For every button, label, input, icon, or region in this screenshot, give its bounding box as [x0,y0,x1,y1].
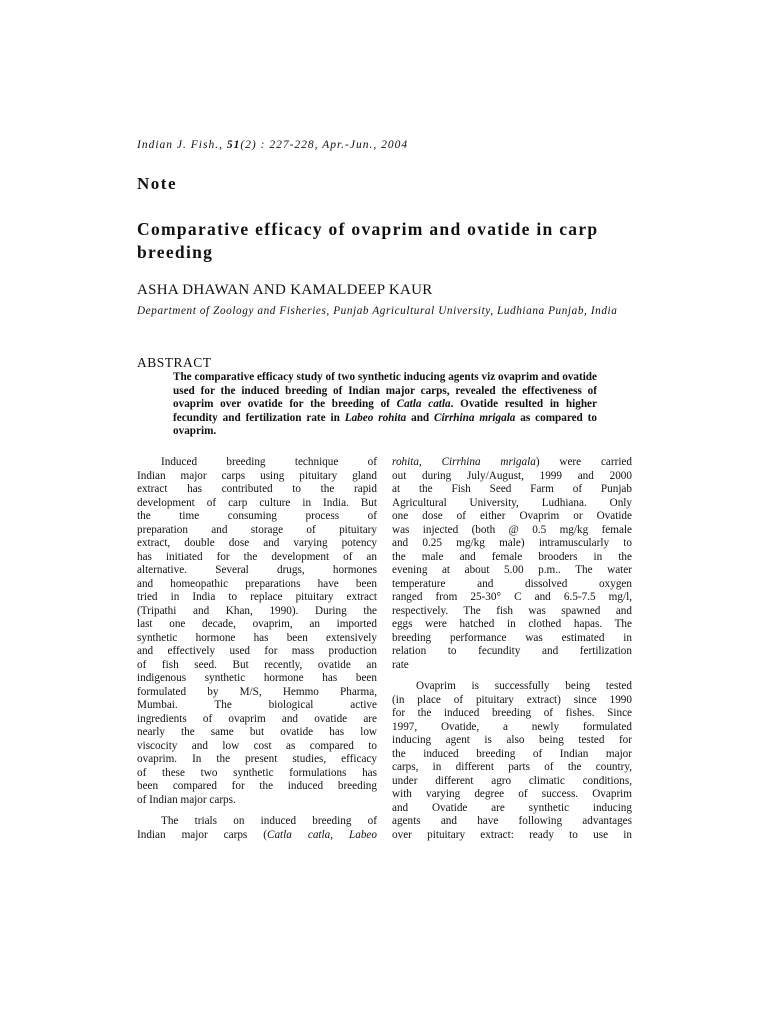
body-line [137,578,377,592]
body-line-text: of fish seed. But recently, ovatide an [137,658,377,671]
body-line-text: (in place of pituitary extract) since 1990 [392,693,632,706]
body-line-text: breeding performance was estimated in [392,631,632,644]
body-line [137,497,377,511]
body-line-text: at the Fish Seed Farm of Punjab [392,483,632,495]
body-line-text: agents and have following advantages [392,815,632,827]
body-line-text: eggs were hatched in clothed hapas. The [392,618,632,630]
body-line [137,780,377,794]
body-line-text: out during July/August, 1999 and 2000 [392,469,632,482]
body-line-text: and effectively used for mass production [137,645,377,657]
body-line [392,659,632,673]
body-line [392,680,632,694]
body-line [392,802,632,816]
body-line-text: preparation and storage of pituitary [137,523,377,536]
body-line [137,672,377,686]
body-line-text: indigenous synthetic hormone has been [137,672,377,684]
body-line [137,591,377,605]
body-line [137,794,377,808]
body-line-text: and Ovatide are synthetic inducing [392,801,632,814]
body-line [392,734,632,748]
body-line-text: of these two synthetic formulations has [137,766,377,779]
body-line [137,740,377,754]
body-line-text: relation to fecundity and fertilization [392,645,632,657]
body-line [137,618,377,632]
body-line [137,551,377,565]
body-line-text: one dose of either Ovaprim or Ovatide [392,510,632,522]
journal-citation: Indian J. Fish., 51(2) : 227-228, Apr.-Jun., 2004 [137,139,409,151]
body-column-left [137,456,377,842]
body-line [392,761,632,775]
body-column-right [392,456,632,842]
body-line [392,483,632,497]
body-line [392,551,632,565]
body-line-text: the induced breeding of Indian major [392,747,632,760]
body-line-text: Agricultural University, Ludhiana. Only [392,496,632,509]
body-line [392,829,632,843]
body-line [392,524,632,538]
note-label: Note [137,174,177,193]
body-line-text: been compared for the induced breeding [137,780,377,792]
body-line-text: nearly the same but ovatide has low [137,726,377,738]
body-line-text: alternative. Several drugs, hormones [137,564,377,576]
body-line [137,564,377,578]
body-line-text: ovaprim. In the present studies, efficacy [137,753,377,765]
body-line [392,510,632,524]
body-line-text: synthetic hormone has been extensively [137,631,377,644]
body-line-text: has initiated for the development of an [137,550,377,563]
body-line [392,721,632,735]
paragraph-gap [392,672,632,680]
body-line-text: ingredients of ovaprim and ovatide are [137,712,377,725]
body-line-text: Indian major carps ( [137,828,267,841]
body-line-text: tried in India to replace pituitary extract [137,591,377,603]
journal-volume: 51 [226,139,241,151]
body-line [137,713,377,727]
body-line-text: and homeopathic preparations have been [137,577,377,590]
body-line [137,632,377,646]
body-line-text: evening at about 5.00 p.m.. The water [392,564,632,576]
abstract-text-4: as compared to ovaprim. [173,411,597,437]
abstract-text-3: and [406,411,435,424]
body-line [392,815,632,829]
abstract-species-1: Catla catla [396,398,451,410]
body-line-text: was injected (both @ 0.5 mg/kg female [392,523,632,536]
journal-name: Indian J. Fish. [137,139,220,151]
body-line [137,699,377,713]
journal-pages-date: : 227-228, Apr.-Jun., 2004 [256,139,409,151]
body-line [137,767,377,781]
body-line-text: of Indian major carps. [137,793,236,806]
body-line [137,829,377,843]
abstract-heading: ABSTRACT [137,355,212,370]
body-line [392,618,632,632]
body-line [392,591,632,605]
body-line-text: ranged from 25-30° C and 6.5-7.5 mg/l, [392,591,632,603]
author-list: ASHA DHAWAN AND KAMALDEEP KAUR [137,282,433,298]
body-line-text: 1997, Ovatide, a newly formulated [392,720,632,733]
body-line-text: rate [392,658,409,671]
abstract-species-3: Cirrhina mrigala [434,411,516,424]
body-line [392,632,632,646]
body-line [137,537,377,551]
body-line-text: extract has contributed to the rapid [137,483,377,495]
paragraph-gap [137,807,377,815]
body-line [137,510,377,524]
body-line [392,775,632,789]
body-line-text: and 0.25 mg/kg male) intramuscularly to [392,537,632,549]
body-line-text: The trials on induced breeding of [161,815,377,827]
body-line [392,707,632,721]
body-line-text: under different agro climatic conditions, [392,774,632,787]
body-line-text: inducing agent is also being tested for [392,734,632,746]
abstract-species-2: Labeo rohita [344,411,407,424]
body-line-text: for the induced breeding of fishes. Since [392,707,632,719]
body-line [392,694,632,708]
body-line [137,456,377,470]
body-line [137,605,377,619]
body-line [137,726,377,740]
paper-title: Comparative efficacy of ovaprim and ovatide in carp breeding [137,219,599,262]
body-line [392,456,632,470]
body-line [392,645,632,659]
body-line-text: development of carp culture in India. But [137,496,377,509]
body-line-text: Ovaprim is successfully being tested [416,680,632,692]
body-line-text: with varying degree of success. Ovaprim [392,788,632,800]
body-line-text: Induced breeding technique of [161,456,377,468]
body-line-text: (Tripathi and Khan, 1990). During the [137,604,377,617]
body-line-text: over pituitary extract: ready to use in [392,828,632,841]
body-line [137,524,377,538]
body-line [392,470,632,484]
abstract-text-2: . Ovatide resulted in higher fecundity and fertilization rate in [173,398,597,424]
abstract-body [173,371,597,439]
body-line-text: viscocity and low cost as compared to [137,739,377,752]
journal-issue: (2) [240,139,257,151]
abstract-text-1: The comparative efficacy study of two synthetic inducing agents viz ovaprim and ovatide used for the induced breeding of Indian major carps, revealed the effectiveness of ovaprim over ovatide for the breeding of [173,371,597,410]
body-line-text: Indian major carps using pituitary gland [137,469,377,482]
body-line [137,686,377,700]
body-line [392,578,632,592]
body-line-text: ) were carried [535,456,632,468]
body-line-text: Mumbai. The biological active [137,699,377,711]
body-line-text: formulated by M/S, Hemmo Pharma, [137,685,377,698]
body-line [392,564,632,578]
body-line [392,497,632,511]
body-line [137,470,377,484]
body-line [137,483,377,497]
species-name: Catla catla, Labeo [267,828,377,841]
body-line [137,645,377,659]
body-line-text: extract, double dose and varying potency [137,537,377,549]
body-line [392,788,632,802]
body-line [392,605,632,619]
body-line-text: last one decade, ovaprim, an imported [137,618,377,630]
body-line-text: carps, in different parts of the country, [392,761,632,773]
body-line [392,748,632,762]
body-line-text: the male and female brooders in the [392,550,632,563]
species-name: rohita, Cirrhina mrigala [392,456,536,468]
body-line [137,815,377,829]
body-line [137,753,377,767]
body-line-text: the time consuming process of [137,510,377,522]
body-line-text: temperature and dissolved oxygen [392,577,632,590]
body-line-text: respectively. The fish was spawned and [392,604,632,617]
body-line [137,659,377,673]
author-affiliation: Department of Zoology and Fisheries, Punjab Agricultural University, Ludhiana Punjab, India [137,305,618,317]
body-line [392,537,632,551]
